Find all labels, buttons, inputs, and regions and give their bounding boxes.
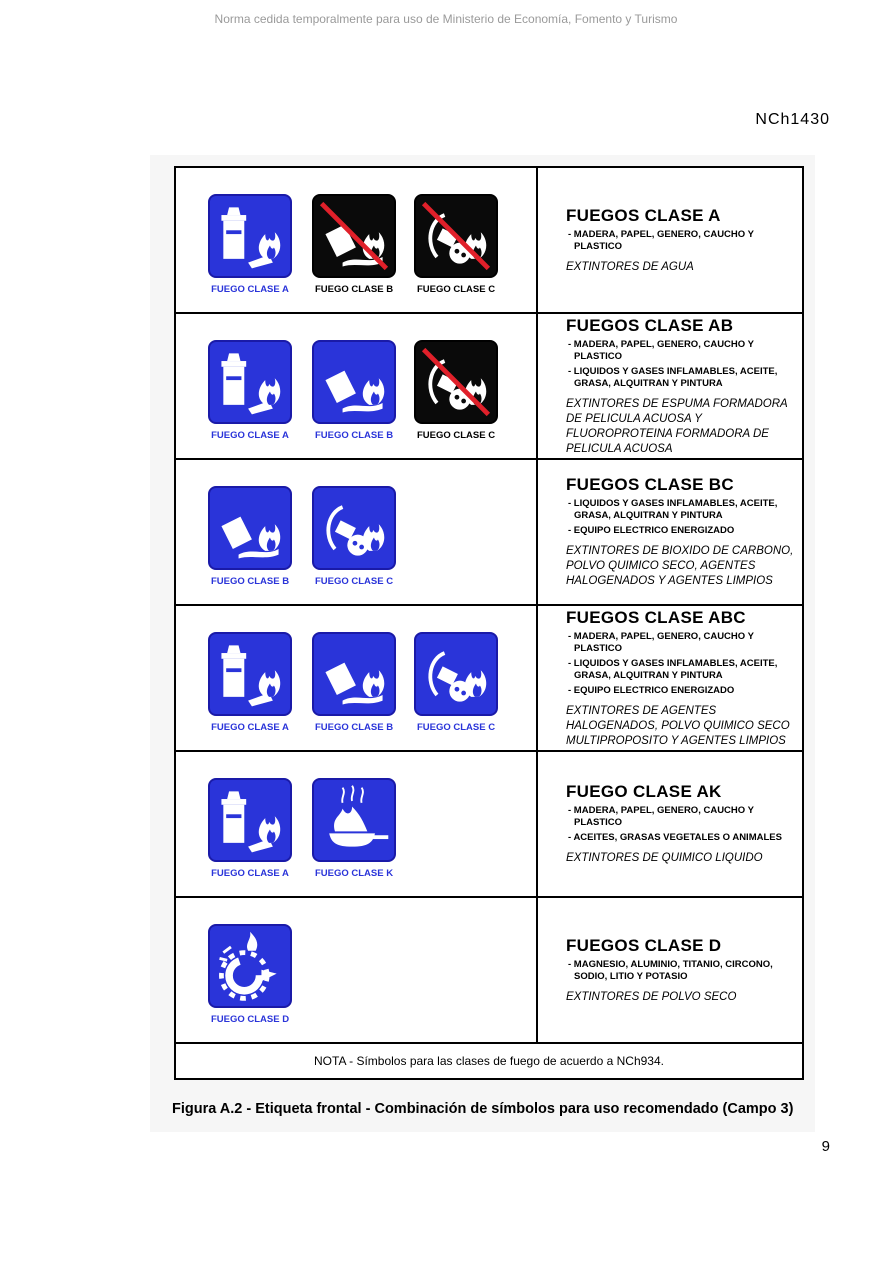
material-item: - ACEITES, GRASAS VEGETALES O ANIMALES: [568, 832, 782, 843]
symbol-label: FUEGO CLASE B: [314, 284, 394, 295]
class-d-icon: [208, 924, 292, 1008]
description-cell: [538, 314, 802, 458]
fire-symbol: [414, 194, 498, 295]
extinguisher-types: EXTINTORES DE POLVO SECO: [566, 990, 737, 1003]
class-a-icon: [208, 194, 292, 278]
symbol-label: FUEGO CLASE A: [211, 722, 289, 733]
fire-class-title: FUEGOS CLASE D: [566, 935, 722, 955]
fire-symbol: [312, 486, 396, 587]
symbol-label: FUEGO CLASE C: [416, 722, 496, 733]
class-b-icon: [208, 486, 292, 570]
material-item: - LIQUIDOS Y GASES INFLAMABLES, ACEITE, GRASA, ALQUITRAN Y PINTURA: [568, 365, 778, 389]
figure-caption: Figura A.2 - Etiqueta frontal - Combinación de símbolos para uso recomendado (Campo 3): [172, 1101, 794, 1117]
description-cell: [538, 606, 802, 750]
page-number: 9: [821, 1138, 830, 1155]
fire-symbol: [208, 486, 292, 587]
material-item: - LIQUIDOS Y GASES INFLAMABLES, ACEITE, GRASA, ALQUITRAN Y PINTURA: [568, 657, 778, 681]
fire-symbol: [208, 778, 292, 879]
watermark: Norma cedida temporalmente para uso de Ministerio de Economía, Fomento y Turismo: [214, 12, 678, 26]
class-b-icon: [312, 340, 396, 424]
fire-class-row: [176, 314, 802, 460]
symbol-label: FUEGO CLASE B: [314, 722, 394, 733]
material-item: - MADERA, PAPEL, GENERO, CAUCHO Y PLASTICO: [568, 805, 754, 828]
extinguisher-types: EXTINTORES DE AGUA: [566, 260, 694, 273]
description-cell: [538, 898, 802, 1042]
symbols-cell: [176, 168, 538, 312]
symbols-cell: [176, 460, 538, 604]
class-a-icon: [208, 340, 292, 424]
fire-class-title: FUEGOS CLASE A: [566, 205, 721, 225]
fire-symbol: [208, 340, 292, 441]
fire-symbol: [312, 340, 396, 441]
symbols-cell: [176, 606, 538, 750]
material-item: - MADERA, PAPEL, GENERO, CAUCHO Y PLASTICO: [568, 228, 754, 252]
symbol-label: FUEGO CLASE B: [314, 430, 394, 441]
symbol-label: FUEGO CLASE C: [314, 576, 394, 587]
class-c-icon: [414, 340, 498, 424]
fire-symbol: [208, 632, 292, 733]
extinguisher-types: EXTINTORES DE AGENTES HALOGENADOS, POLVO QUIMICO SECO MULTIPROPOSITO Y AGENTES LIMPIOS: [566, 704, 790, 747]
symbols-cell: [176, 898, 538, 1042]
fire-symbol: [208, 194, 292, 295]
description-cell: [538, 752, 802, 896]
material-item: - LIQUIDOS Y GASES INFLAMABLES, ACEITE, GRASA, ALQUITRAN Y PINTURA: [568, 498, 778, 521]
extinguisher-types: EXTINTORES DE ESPUMA FORMADORA DE PELICULA ACUOSA Y FLUOROPROTEINA FORMADORA DE PELICULA ACUOSA: [566, 397, 788, 455]
class-a-icon: [208, 632, 292, 716]
fire-symbol: [414, 340, 498, 441]
symbols-cell: [176, 314, 538, 458]
description-cell: [538, 168, 802, 312]
fire-class-title: FUEGOS CLASE BC: [566, 475, 734, 494]
extinguisher-types: EXTINTORES DE QUIMICO LIQUIDO: [566, 852, 763, 864]
class-a-icon: [208, 778, 292, 862]
class-c-icon: [312, 486, 396, 570]
table-note: NOTA - Símbolos para las clases de fuego de acuerdo a NCh934.: [314, 1054, 664, 1068]
symbols-cell: [176, 752, 538, 896]
material-item: - MAGNESIO, ALUMINIO, TITANIO, CIRCONO, SODIO, LITIO Y POTASIO: [568, 958, 773, 982]
symbol-label: FUEGO CLASE A: [211, 430, 289, 441]
fire-symbol: [312, 778, 396, 879]
class-k-icon: [312, 778, 396, 862]
fire-class-row: [176, 752, 802, 898]
description-cell: [538, 460, 802, 604]
symbol-label: FUEGO CLASE B: [210, 576, 290, 587]
fire-symbol: [414, 632, 498, 733]
material-item: - EQUIPO ELECTRICO ENERGIZADO: [568, 525, 735, 536]
symbol-label: FUEGO CLASE A: [211, 284, 289, 295]
fire-class-table: [174, 166, 804, 1080]
fire-class-row: [176, 606, 802, 752]
fire-class-row: [176, 460, 802, 606]
symbol-label: FUEGO CLASE A: [211, 868, 289, 879]
class-c-icon: [414, 632, 498, 716]
fire-symbol: [208, 924, 292, 1025]
fire-class-title: FUEGO CLASE AK: [566, 782, 722, 801]
class-b-icon: [312, 194, 396, 278]
class-b-icon: [312, 632, 396, 716]
symbol-label: FUEGO CLASE D: [210, 1014, 290, 1025]
fire-symbol: [312, 194, 396, 295]
fire-class-row: [176, 898, 802, 1044]
fire-class-title: FUEGOS CLASE ABC: [566, 607, 746, 627]
fire-class-title: FUEGOS CLASE AB: [566, 315, 734, 335]
symbol-label: FUEGO CLASE K: [314, 868, 394, 879]
material-item: - MADERA, PAPEL, GENERO, CAUCHO Y PLASTICO: [568, 338, 754, 362]
symbol-label: FUEGO CLASE C: [416, 284, 496, 295]
symbol-label: FUEGO CLASE C: [416, 430, 496, 441]
extinguisher-types: EXTINTORES DE BIOXIDO DE CARBONO, POLVO QUIMICO SECO, AGENTES HALOGENADOS Y AGENTES LIMPIOS: [566, 545, 794, 587]
material-item: - MADERA, PAPEL, GENERO, CAUCHO Y PLASTICO: [568, 630, 754, 654]
material-item: - EQUIPO ELECTRICO ENERGIZADO: [568, 684, 735, 696]
class-c-icon: [414, 194, 498, 278]
document-id: NCh1430: [755, 111, 830, 128]
fire-class-row: [176, 168, 802, 314]
fire-symbol: [312, 632, 396, 733]
